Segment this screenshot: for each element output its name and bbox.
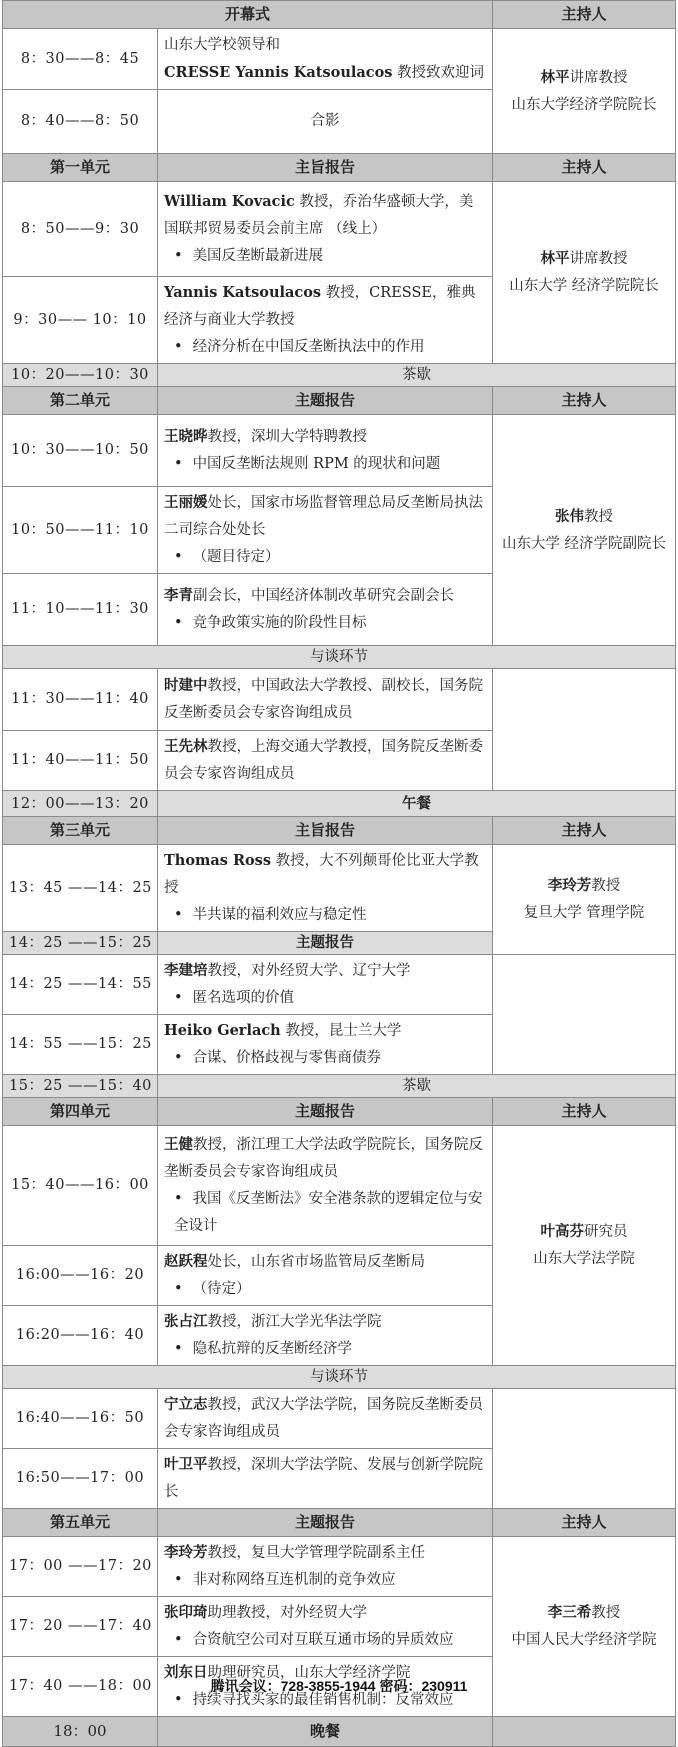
talk-title: • 持续寻找买家的最佳销售机制：反常效应 xyxy=(164,1687,486,1714)
header-title: 主题报告 xyxy=(158,387,493,415)
host-cell-empty xyxy=(493,1389,676,1509)
speaker-role: 教授致欢迎词 xyxy=(392,64,485,81)
time-cell: 16:40——16：50 xyxy=(3,1389,158,1449)
host-name: 林平 xyxy=(540,68,570,86)
content-cell xyxy=(158,1537,493,1597)
speaker-role: 教授，浙江理工大学法政学院院长，国务院反垄断委员会专家咨询组成员 xyxy=(164,1137,483,1180)
speaker-name: 宁立志 xyxy=(164,1396,208,1413)
schedule-row xyxy=(3,1389,676,1449)
speaker-name: 张占江 xyxy=(164,1313,208,1330)
speaker-role: 教授，CRESSE，雅典经济与商业大学教授 xyxy=(164,285,476,328)
talk-title: • 匿名选项的价值 xyxy=(164,985,486,1012)
time-cell: 8：30——8：45 xyxy=(3,29,158,90)
time-cell: 11：40——11：50 xyxy=(3,731,158,791)
talk-title: • （题目待定） xyxy=(164,544,486,571)
break-label: 主题报告 xyxy=(158,932,493,955)
talk-title: • 经济分析在中国反垄断执法中的作用 xyxy=(164,334,486,361)
host-affiliation: 山东大学 经济学院院长 xyxy=(509,278,659,294)
break-label: 与谈环节 xyxy=(3,1366,676,1389)
host-cell xyxy=(493,1126,676,1366)
content-cell xyxy=(158,1389,493,1449)
host-cell xyxy=(493,415,676,646)
speaker-name: 张印琦 xyxy=(164,1604,208,1621)
host-title: 教授 xyxy=(591,1605,621,1621)
schedule-table xyxy=(2,0,676,1747)
speaker-role: 副会长，中国经济体制改革研究会副会长 xyxy=(193,588,454,604)
header-title: 主题报告 xyxy=(158,1509,493,1537)
time-cell: 15：40——16：00 xyxy=(3,1126,158,1246)
content-cell xyxy=(158,574,493,646)
speaker-name: 李青 xyxy=(164,587,193,604)
break-row xyxy=(3,791,676,817)
talk-title: • 非对称网络互连机制的竞争效应 xyxy=(164,1567,486,1594)
section-header-unit-3 xyxy=(3,817,676,845)
section-header-unit-2 xyxy=(3,387,676,415)
break-row xyxy=(3,646,676,669)
speaker-role: 教授，乔治华盛顿大学，美国联邦贸易委员会前主席 （线上） xyxy=(164,194,474,237)
content-cell xyxy=(158,669,493,731)
speaker-name: 叶卫平 xyxy=(164,1456,208,1473)
content-cell xyxy=(158,277,493,364)
host-affiliation: 山东大学经济学院院长 xyxy=(511,96,657,113)
talk-title: • 合谋、价格歧视与零售商债券 xyxy=(164,1045,486,1072)
host-name: 李玲芳 xyxy=(547,877,592,894)
schedule-row xyxy=(3,182,676,277)
time-cell: 15：25 ——15：40 xyxy=(3,1075,158,1098)
speaker-name: Heiko Gerlach xyxy=(164,1022,281,1039)
content-cell xyxy=(158,1449,493,1509)
time-cell: 13：45 ——14：25 xyxy=(3,845,158,932)
content-cell xyxy=(158,1126,493,1246)
speaker-role: 教授，对外经贸大学、辽宁大学 xyxy=(207,963,411,979)
content-cell xyxy=(158,90,493,154)
header-title: 主题报告 xyxy=(158,1098,493,1126)
header-unit: 第五单元 xyxy=(3,1509,158,1537)
section-header-opening xyxy=(3,1,676,29)
content-cell xyxy=(158,1597,493,1657)
time-cell: 17：00 ——17：20 xyxy=(3,1537,158,1597)
header-title: 开幕式 xyxy=(3,1,493,29)
content-cell xyxy=(158,955,493,1015)
break-row xyxy=(3,1366,676,1389)
host-title: 讲席教授 xyxy=(569,251,628,267)
time-cell: 14：25 ——15：25 xyxy=(3,932,158,955)
talk-title: • 我国《反垄断法》安全港条款的逻辑定位与安全设计 xyxy=(164,1186,486,1240)
speaker-name: Thomas Ross xyxy=(164,852,272,869)
speaker-role: 教授，复旦大学管理学院副系主任 xyxy=(207,1545,425,1561)
break-row xyxy=(3,1075,676,1098)
talk-title: • 美国反垄断最新进展 xyxy=(164,243,486,270)
host-affiliation: 中国人民大学经济学院 xyxy=(511,1632,657,1648)
host-name: 李三希 xyxy=(547,1604,592,1621)
speaker-role: 教授，中国政法大学教授、副校长，国务院反垄断委员会专家咨询组成员 xyxy=(164,678,483,721)
schedule-row xyxy=(3,1126,676,1246)
time-cell: 11：10——11：30 xyxy=(3,574,158,646)
header-unit: 第一单元 xyxy=(3,154,158,182)
section-header-unit-1 xyxy=(3,154,676,182)
content-line: 山东大学校领导和 xyxy=(164,36,280,53)
speaker-name: 赵跃程 xyxy=(164,1253,208,1270)
time-cell: 8：40——8：50 xyxy=(3,90,158,154)
break-label: 与谈环节 xyxy=(3,646,676,669)
speaker-name: CRESSE Yannis Katsoulacos xyxy=(164,63,393,81)
speaker-role: 处长，国家市场监督管理总局反垄断局执法二司综合处处长 xyxy=(164,495,483,538)
header-title: 主旨报告 xyxy=(158,154,493,182)
speaker-role: 教授，武汉大学法学院，国务院反垄断委员会专家咨询组成员 xyxy=(164,1397,483,1440)
meeting-info: 腾讯会议：728-3855-1944 密码：230911 xyxy=(210,1678,468,1694)
host-affiliation: 山东大学法学院 xyxy=(533,1251,635,1267)
time-cell: 18：00 xyxy=(3,1717,158,1747)
content-cell xyxy=(158,182,493,277)
time-cell: 11：30——11：40 xyxy=(3,669,158,731)
content-cell xyxy=(158,487,493,574)
speaker-role: 教授，大不列颠哥伦比亚大学教授 xyxy=(164,853,479,896)
host-title: 讲席教授 xyxy=(569,69,628,86)
break-row xyxy=(3,364,676,387)
host-affiliation: 复旦大学 管理学院 xyxy=(523,905,645,921)
time-cell: 16:20——16：40 xyxy=(3,1306,158,1366)
header-unit: 第二单元 xyxy=(3,387,158,415)
host-cell-empty xyxy=(493,955,676,1075)
schedule-row xyxy=(3,669,676,731)
speaker-role: 助理研究员，山东大学经济学院 xyxy=(207,1665,411,1681)
host-cell-empty xyxy=(493,669,676,791)
talk-title: • 隐私抗辩的反垄断经济学 xyxy=(164,1336,486,1363)
host-name: 林平 xyxy=(540,250,570,267)
header-host-label: 主持人 xyxy=(493,1,676,29)
host-title: 研究员 xyxy=(584,1224,628,1240)
talk-title: • （待定） xyxy=(164,1276,486,1303)
header-unit: 第三单元 xyxy=(3,817,158,845)
content-cell xyxy=(158,1306,493,1366)
speaker-role: 助理教授，对外经贸大学 xyxy=(207,1605,367,1621)
photo-label: 合影 xyxy=(310,113,340,129)
content-cell xyxy=(158,1015,493,1075)
time-cell: 17：40 ——18：00 xyxy=(3,1657,158,1717)
time-cell: 10：30——10：50 xyxy=(3,415,158,487)
speaker-role: 教授，深圳大学特聘教授 xyxy=(207,429,367,445)
speaker-name: 王健 xyxy=(164,1136,193,1153)
time-cell: 12：00——13：20 xyxy=(3,791,158,817)
host-affiliation: 山东大学 经济学院副院长 xyxy=(501,535,667,552)
speaker-role: 教授，深圳大学法学院、发展与创新学院院长 xyxy=(164,1457,483,1500)
time-cell: 10：20——10：30 xyxy=(3,364,158,387)
schedule-row xyxy=(3,845,676,932)
time-cell: 16:00——16：20 xyxy=(3,1246,158,1306)
time-cell: 14：25 ——14：55 xyxy=(3,955,158,1015)
speaker-role: 教授，上海交通大学教授，国务院反垄断委员会专家咨询组成员 xyxy=(164,739,483,782)
host-cell xyxy=(493,29,676,154)
schedule-row xyxy=(3,955,676,1015)
content-cell xyxy=(158,731,493,791)
time-cell: 16:50——17：00 xyxy=(3,1449,158,1509)
section-header-unit-4 xyxy=(3,1098,676,1126)
speaker-name: 王晓晔 xyxy=(164,428,208,445)
content-cell xyxy=(158,845,493,932)
header-host-label: 主持人 xyxy=(493,1098,676,1126)
header-host-label: 主持人 xyxy=(493,154,676,182)
talk-title: • 合资航空公司对互联互通市场的异质效应 xyxy=(164,1627,486,1654)
time-cell: 10：50——11：10 xyxy=(3,487,158,574)
speaker-name: 李建培 xyxy=(164,962,208,979)
host-cell xyxy=(493,182,676,364)
header-host-label: 主持人 xyxy=(493,387,676,415)
content-cell xyxy=(158,415,493,487)
speaker-name: William Kovacic xyxy=(164,193,295,210)
speaker-role: 教授，昆士兰大学 xyxy=(280,1023,402,1039)
header-title: 晚餐 xyxy=(158,1717,493,1747)
break-label: 茶歇 xyxy=(158,364,676,387)
header-title: 主旨报告 xyxy=(158,817,493,845)
talk-title: • 中国反垄断法规则 RPM 的现状和问题 xyxy=(164,451,486,478)
header-unit: 第四单元 xyxy=(3,1098,158,1126)
speaker-name: 王丽媛 xyxy=(164,494,208,511)
speaker-name: 刘东日 xyxy=(164,1664,208,1681)
host-title: 教授 xyxy=(584,508,614,525)
host-title: 教授 xyxy=(591,878,621,894)
speaker-name: 李玲芳 xyxy=(164,1544,208,1561)
speaker-name: 时建中 xyxy=(164,677,208,694)
host-cell xyxy=(493,845,676,955)
talk-title: • 竞争政策实施的阶段性目标 xyxy=(164,610,486,637)
content-cell xyxy=(158,1246,493,1306)
header-host-label: 主持人 xyxy=(493,817,676,845)
schedule-row xyxy=(3,415,676,487)
header-host-label: 主持人 xyxy=(493,1509,676,1537)
header-empty xyxy=(493,1717,676,1747)
break-label: 午餐 xyxy=(158,791,676,817)
speaker-role: 教授，浙江大学光华法学院 xyxy=(207,1314,382,1330)
schedule-row xyxy=(3,29,676,90)
schedule-row xyxy=(3,1537,676,1597)
section-header-unit-5 xyxy=(3,1509,676,1537)
break-label: 茶歇 xyxy=(158,1075,676,1098)
speaker-name: Yannis Katsoulacos xyxy=(164,284,322,301)
content-cell xyxy=(158,29,493,90)
time-cell: 14：55 ——15：25 xyxy=(3,1015,158,1075)
time-cell: 8：50——9：30 xyxy=(3,182,158,277)
speaker-name: 王先林 xyxy=(164,738,208,755)
speaker-role: 处长，山东省市场监管局反垄断局 xyxy=(207,1254,425,1270)
talk-title: • 半共谋的福利效应与稳定性 xyxy=(164,902,486,929)
host-name: 叶高芬 xyxy=(540,1223,585,1240)
section-header-dinner xyxy=(3,1717,676,1747)
time-cell: 17：20 ——17：40 xyxy=(3,1597,158,1657)
host-name: 张伟 xyxy=(555,507,585,525)
time-cell: 9：30—— 10：10 xyxy=(3,277,158,364)
